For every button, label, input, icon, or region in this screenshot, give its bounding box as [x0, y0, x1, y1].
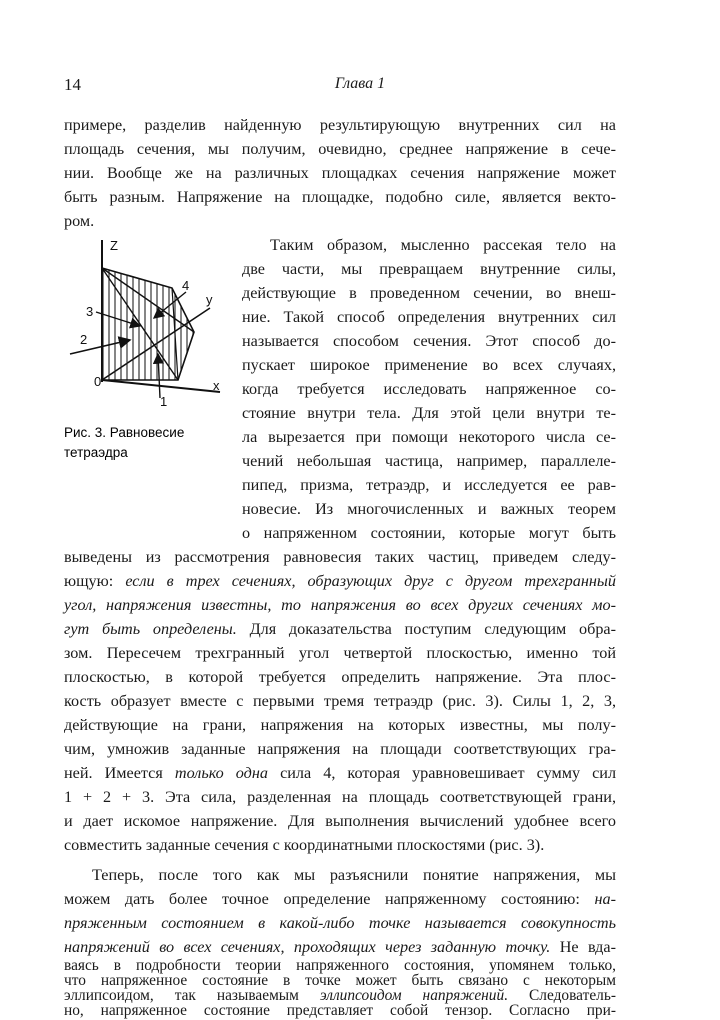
tetrahedron-faces [102, 268, 194, 380]
text-line: ние. Такой способ определения внутренних сил [242, 308, 616, 326]
figure-tetrahedron [60, 230, 230, 415]
text-line: ющую: если в трех сечениях, образующих друг с другом трехгранный [64, 572, 616, 590]
text-line: нии. Вообще же на различных площадках сечения напряжение может [64, 164, 616, 182]
text-line [64, 1002, 616, 1020]
theorem-text: угол, напряжения известны, то напряжения во всех других сечениях мо- [64, 596, 616, 614]
text-span: эллипсоидом, так называемым [64, 987, 299, 1004]
text-line: гут быть определены. Для доказательства поступим следующим обра- [64, 620, 616, 638]
theorem-text: если в трех сечениях, образующих друг с другом трехгранный [125, 572, 616, 590]
text-span: ваясь в подробности теории напряженного состояния, упомянем только, [64, 957, 616, 974]
text-line: кость образует вместе с первыми тремя тетраэдр (рис. 3). Силы 1, 2, 3, [64, 692, 616, 710]
text-line: Теперь, после того как мы разъяснили понятие напряжения, мы [92, 866, 616, 884]
text-line [64, 593, 616, 617]
z-label: Z [110, 238, 118, 253]
text-line: действующие на грани, напряжения на которых известны, мы полу- [64, 716, 616, 734]
figure-caption: Рис. 3. Равновесие тетраэдра [64, 425, 185, 460]
definition-text: на- [594, 890, 616, 908]
chapter-title: Глава 1 [334, 75, 386, 92]
origin-label: 0 [94, 374, 102, 389]
text-line: напряжений во всех сечениях, проходящих через заданную точку. Не вда- [64, 938, 616, 956]
text-line: зом. Пересечем трехгранный угол четвертой плоскостью, именно той [64, 644, 616, 662]
text-line: 1 + 2 + 3. Эта сила, разделенная на площадь соответствующей грани, [64, 788, 616, 806]
text-span: что напряженное состояние в точке может быть связано с некоторым [64, 972, 616, 989]
emphasis-text: только одна [174, 764, 268, 782]
definition-text: напряжений во всех сечениях, проходящих через заданную точку. [64, 938, 551, 956]
page-number: 14 [64, 75, 81, 94]
text-line: чим, умножив заданные напряжения на площади соответствующих гра- [64, 740, 616, 758]
text-line: плоскостью, в которой требуется определить напряжение. Эта плос- [64, 668, 616, 686]
force-2-label: 2 [80, 332, 88, 347]
text-line: ром. [64, 212, 95, 230]
text-line: две части, мы превращаем внутренние силы, [242, 260, 616, 278]
text-line: когда требуется исследовать напряженное со- [242, 380, 616, 398]
text-line: Таким образом, мысленно рассекая тело на [270, 236, 616, 254]
text-line: площадь сечения, мы получим, очевидно, среднее напряжение в сече- [64, 140, 616, 158]
text-line: примере, разделив найденную результирующую внутренних сил на [64, 116, 616, 134]
text-line: стояние внутри тела. Для этой цели внутри те- [242, 404, 616, 422]
text-line: совместить заданные сечения с координатными плоскостями (рис. 3). [64, 836, 545, 854]
x-label: x [213, 378, 220, 393]
x-axis [102, 380, 220, 392]
theorem-text: гут быть определены. [64, 620, 237, 638]
text-line: действующие в проведенном сечении, во внеш- [242, 284, 616, 302]
text-line: называется способом сечения. Этот способ до- [242, 332, 616, 350]
text-line: чений небольшая частица, например, параллеле- [242, 452, 616, 470]
y-label: y [206, 292, 213, 307]
text-line: и дает искомое напряжение. Для выполнения вычислений удобнее всего [64, 812, 616, 830]
force-3-label: 3 [86, 304, 94, 319]
text-line: ней. Имеется только одна сила 4, которая уравновешивает сумму сил [64, 764, 617, 782]
text-line: пускает широкое применение во всех случаях, [242, 356, 616, 374]
emphasis-text: эллипсоидом напряжений. [319, 987, 509, 1004]
force-1-label: 1 [160, 394, 168, 409]
text-span: Следователь- [529, 987, 616, 1004]
text-line: можем дать более точное определение напряженному состоянию: на- [64, 890, 616, 908]
text-line: выведены из рассмотрения равновесия таких частиц, приведем следу- [64, 548, 616, 566]
text-line: ла вырезается при помощи некоторого числа се- [242, 428, 616, 446]
text-line [64, 911, 616, 935]
text-line: новесие. Из многочисленных и важных теорем [242, 500, 616, 518]
definition-text: пряженным состоянием в какой-либо точке называется совокупность [64, 914, 616, 932]
text-span: но, напряженное состояние представляет собой тензор. Согласно при- [64, 1002, 616, 1019]
text-line: быть разным. Напряжение на площадке, подобно силе, является векто- [64, 188, 616, 206]
text-line: пипед, призма, тетраэдр, и исследуется ее рав- [242, 476, 616, 494]
tetrahedron-diagram [60, 230, 230, 410]
text-line: о напряженном состоянии, которые могут быть [242, 524, 616, 542]
force-4-label: 4 [182, 278, 190, 293]
